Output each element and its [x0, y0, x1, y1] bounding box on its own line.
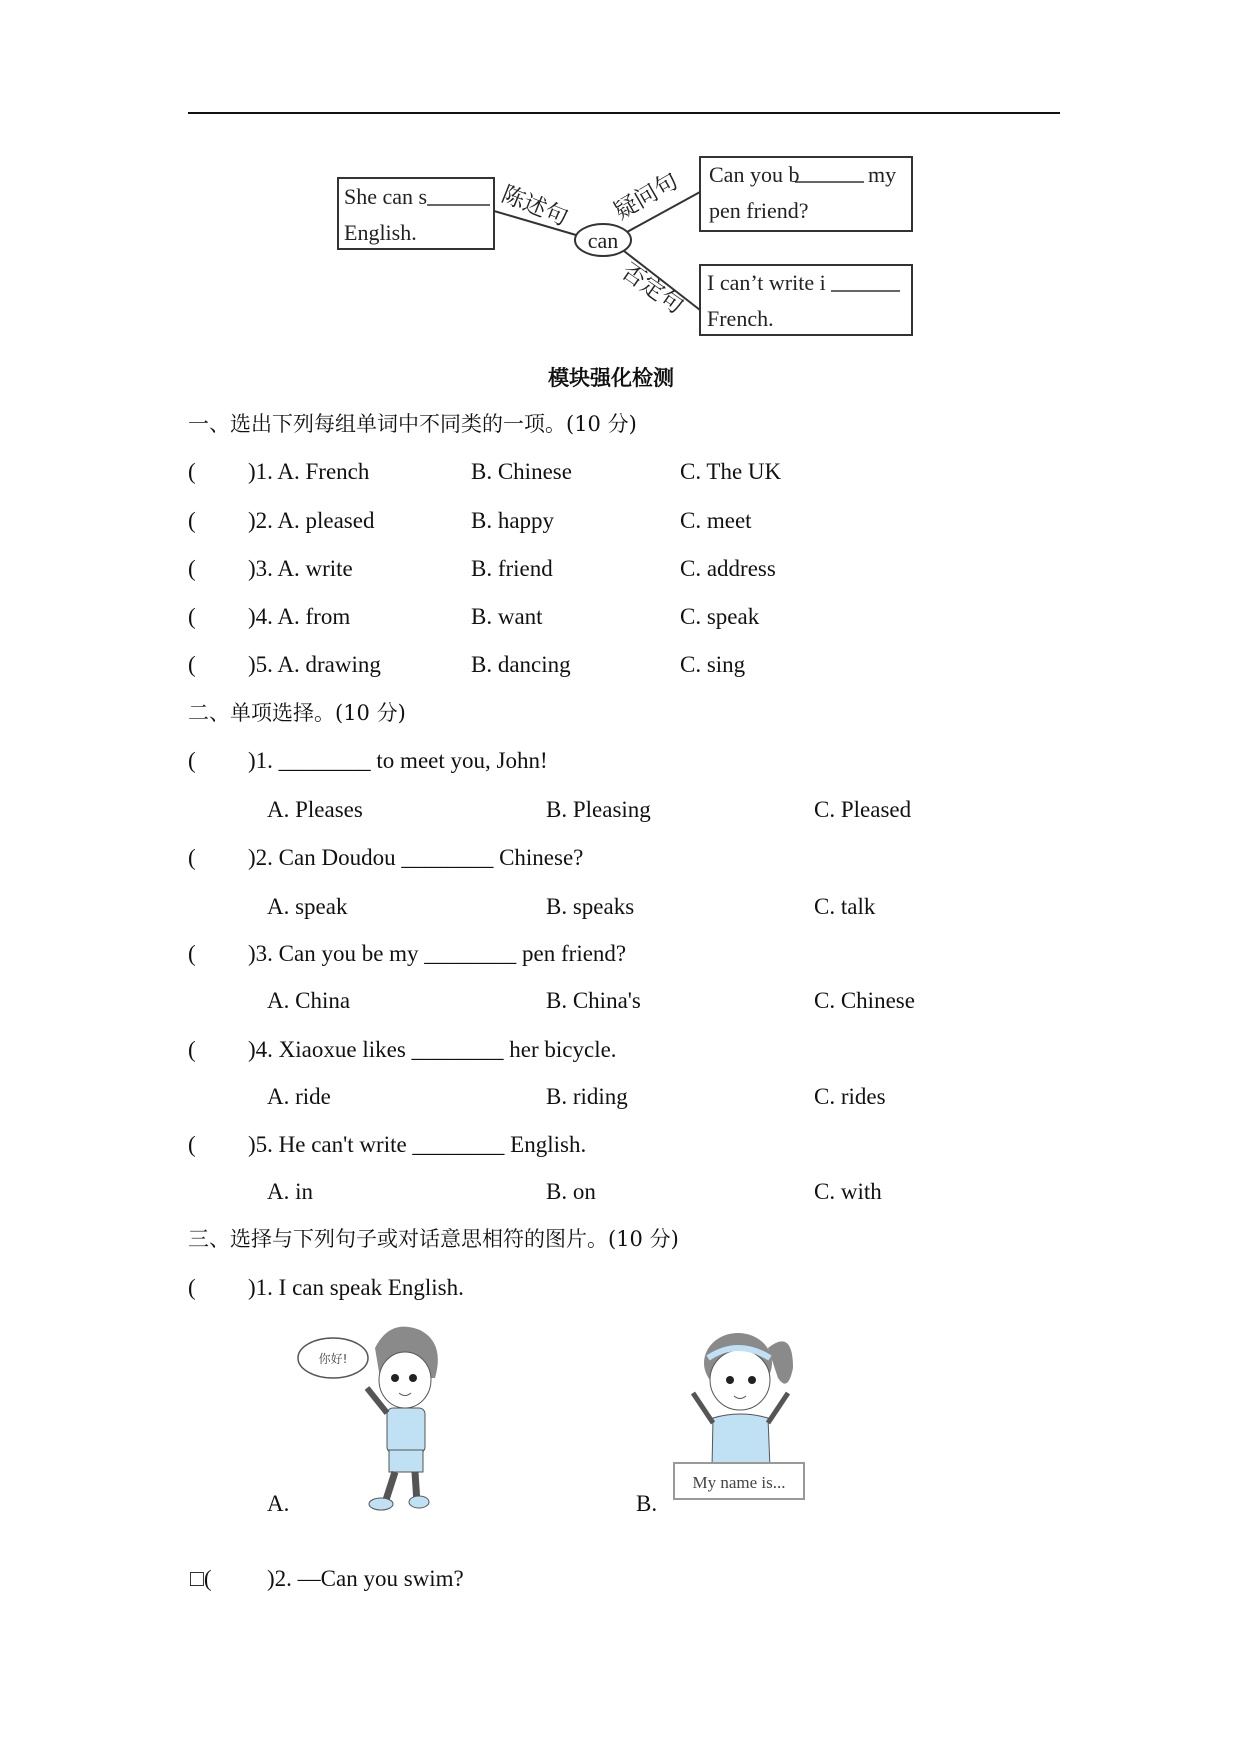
choice-a: A. speak — [267, 894, 348, 919]
can-mind-map — [0, 0, 1241, 360]
question-option-a: )1. A. French — [248, 459, 370, 484]
question-stem: )1. ________ to meet you, John! — [248, 748, 548, 773]
question-option-b: B. happy — [471, 508, 555, 533]
choice-c: C. Chinese — [814, 988, 915, 1013]
choice-a: A. ride — [267, 1084, 331, 1109]
question-line1: Can you b — [709, 162, 800, 187]
speech-bubble-text: 你好! — [318, 1352, 348, 1366]
branch-statement-label: 陈述句 — [498, 181, 572, 231]
section3-q2-prefix[interactable]: □( — [190, 1566, 212, 1591]
answer-paren[interactable]: ( — [188, 845, 196, 870]
center-word: can — [587, 228, 619, 253]
question-option-c: C. sing — [680, 652, 746, 677]
question-option-c: C. address — [680, 556, 776, 581]
question-option-b: B. want — [471, 604, 543, 629]
boy-waving-picture[interactable] — [295, 1318, 455, 1513]
question-stem: )4. Xiaoxue likes ________ her bicycle. — [248, 1037, 617, 1062]
answer-paren[interactable]: ( — [188, 1275, 196, 1300]
branch-negative-label: 否定句 — [617, 258, 688, 319]
question-option-b: B. dancing — [471, 652, 571, 677]
option-a-label: A. — [267, 1491, 290, 1516]
choice-c: C. Pleased — [814, 797, 912, 822]
question-option-b: B. friend — [471, 556, 553, 581]
question-option-c: C. speak — [680, 604, 760, 629]
section3-heading: 三、选择与下列句子或对话意思相符的图片。(10 分) — [188, 1227, 679, 1251]
question-option-c: C. The UK — [680, 459, 782, 484]
answer-paren[interactable]: ( — [188, 459, 196, 484]
name-sign-text: My name is... — [692, 1473, 786, 1492]
choice-a: A. in — [267, 1179, 313, 1204]
answer-paren[interactable]: ( — [188, 1132, 196, 1157]
section2-heading: 二、单项选择。(10 分) — [188, 701, 406, 725]
question-line1-end: my — [868, 162, 897, 187]
answer-paren[interactable]: ( — [188, 652, 196, 677]
answer-paren[interactable]: ( — [188, 604, 196, 629]
question-stem: )5. He can't write ________ English. — [248, 1132, 587, 1157]
section3-question-1: )1. I can speak English. — [248, 1275, 464, 1300]
option-b-label: B. — [636, 1491, 658, 1516]
choice-c: C. rides — [814, 1084, 886, 1109]
choice-b: B. on — [546, 1179, 596, 1204]
choice-b: B. speaks — [546, 894, 635, 919]
question-option-a: )4. A. from — [248, 604, 351, 629]
choice-b: B. riding — [546, 1084, 628, 1109]
question-option-a: )5. A. drawing — [248, 652, 381, 677]
branch-question-label: 疑问句 — [610, 168, 683, 225]
statement-line1: She can s — [344, 184, 428, 209]
section1-heading: 一、选出下列每组单词中不同类的一项。(10 分) — [188, 412, 637, 436]
answer-paren[interactable]: ( — [188, 508, 196, 533]
question-option-c: C. meet — [680, 508, 752, 533]
statement-line2: English. — [344, 220, 417, 245]
choice-b: B. Pleasing — [546, 797, 651, 822]
choice-a: A. Pleases — [267, 797, 363, 822]
choice-c: C. with — [814, 1179, 882, 1204]
section3-question-2: )2. —Can you swim? — [267, 1566, 464, 1591]
question-option-b: B. Chinese — [471, 459, 572, 484]
question-stem: )2. Can Doudou ________ Chinese? — [248, 845, 584, 870]
answer-paren[interactable]: ( — [188, 1037, 196, 1062]
answer-paren[interactable]: ( — [188, 941, 196, 966]
choice-b: B. China's — [546, 988, 641, 1013]
question-stem: )3. Can you be my ________ pen friend? — [248, 941, 627, 966]
choice-c: C. talk — [814, 894, 876, 919]
negative-line1: I can’t write i — [707, 270, 826, 295]
answer-paren[interactable]: ( — [188, 556, 196, 581]
page-title: 模块强化检测 — [548, 366, 674, 390]
negative-line2: French. — [707, 306, 774, 331]
choice-a: A. China — [267, 988, 351, 1013]
answer-paren[interactable]: ( — [188, 748, 196, 773]
question-option-a: )3. A. write — [248, 556, 353, 581]
question-option-a: )2. A. pleased — [248, 508, 375, 533]
girl-introducing-picture[interactable] — [668, 1318, 818, 1508]
question-line2: pen friend? — [709, 198, 809, 223]
